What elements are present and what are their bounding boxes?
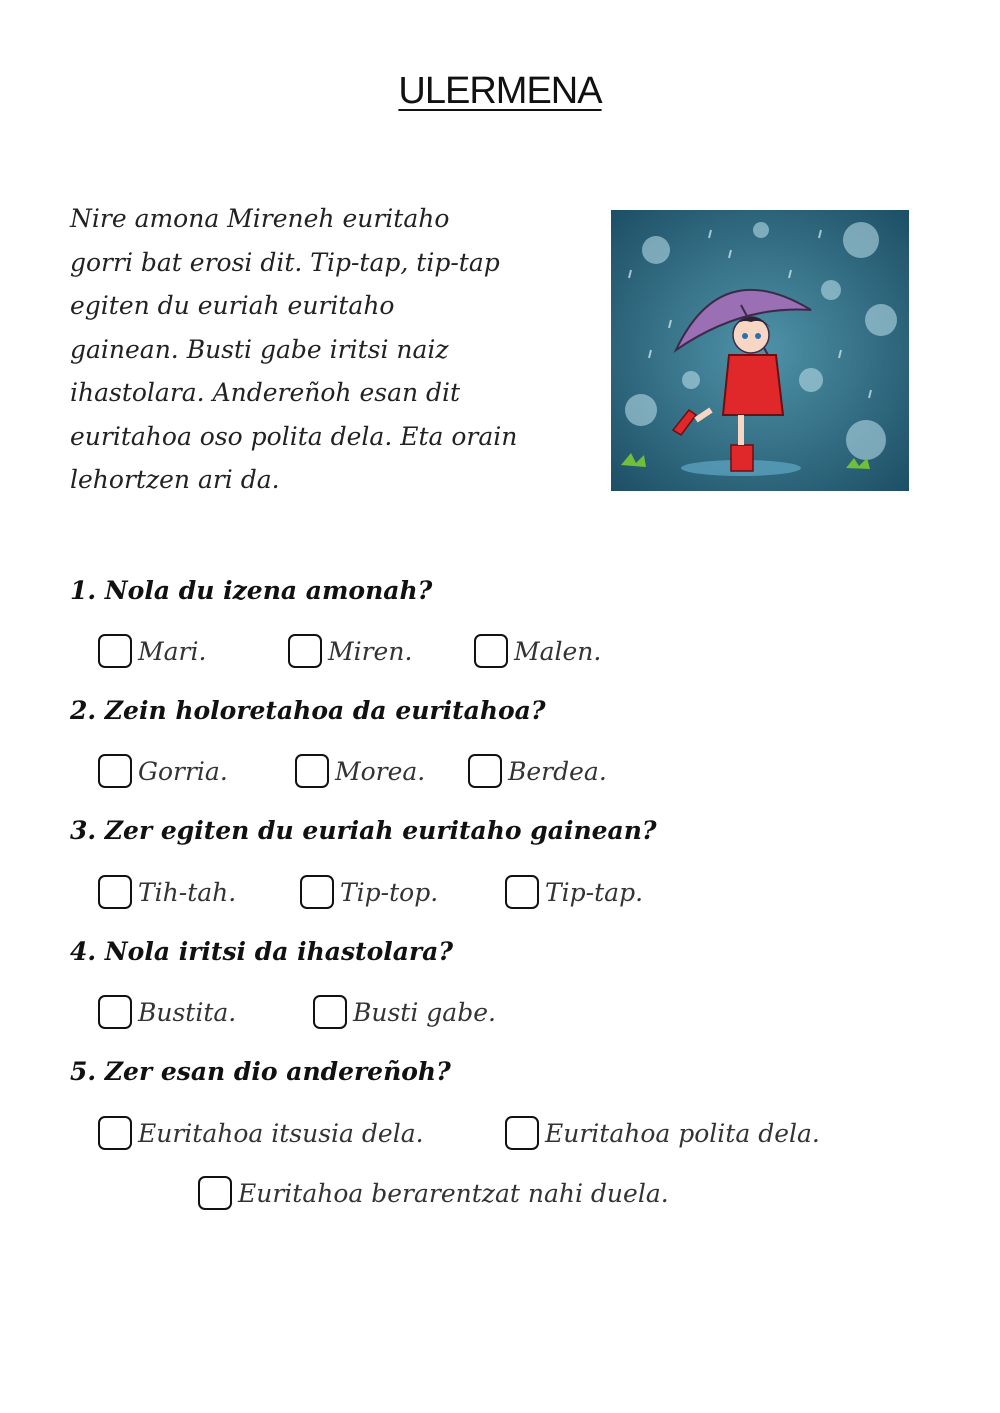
checkbox[interactable]	[505, 1116, 539, 1150]
checkbox[interactable]	[288, 634, 322, 668]
option-label: Malen.	[514, 636, 602, 666]
option-tip-tap[interactable]	[505, 875, 643, 909]
option-label: Tip-tap.	[545, 877, 644, 907]
reading-line: gorri bat erosi dit. Tip-tap, tip-tap	[70, 247, 500, 277]
option-bustita[interactable]	[98, 995, 236, 1029]
question-3: 3. Zer egiten du euriah euritaho gainean?	[70, 816, 657, 845]
checkbox[interactable]	[198, 1176, 232, 1210]
question-1: 1. Nola du izena amonah?	[70, 576, 433, 605]
option-label: Berdea.	[508, 756, 607, 786]
checkbox[interactable]	[505, 875, 539, 909]
option-label: Bustita.	[138, 997, 237, 1027]
option-label: Mari.	[138, 636, 207, 666]
option-mari[interactable]	[98, 634, 206, 668]
checkbox[interactable]	[295, 754, 329, 788]
reading-line: egiten du euriah euritaho	[70, 291, 395, 320]
reading-line: lehortzen ari da.	[70, 465, 280, 494]
option-malen[interactable]	[474, 634, 601, 668]
page-title: ULERMENA	[398, 70, 602, 112]
option-label: Euritahoa polita dela.	[545, 1118, 820, 1148]
checkbox[interactable]	[98, 995, 132, 1029]
reading-line: euritahoa oso polita dela. Eta orain	[70, 421, 518, 451]
option-label: Euritahoa berarentzat nahi duela.	[238, 1178, 669, 1208]
option-label: Tih-tah.	[138, 877, 237, 907]
option-morea[interactable]	[295, 754, 425, 788]
reading-line: ihastolara. Andereñoh esan dit	[70, 378, 461, 407]
question-4: 4. Nola iritsi da ihastolara?	[70, 937, 453, 966]
reading-line: gainean. Busti gabe iritsi naiz	[70, 334, 449, 364]
option-polita[interactable]	[505, 1116, 820, 1150]
option-busti-gabe[interactable]	[313, 995, 496, 1029]
checkbox[interactable]	[98, 754, 132, 788]
option-label: Busti gabe.	[353, 997, 496, 1027]
reading-passage	[70, 197, 595, 502]
option-label: Gorria.	[138, 756, 228, 786]
reading-line: Nire amona Mireneh euritaho	[70, 204, 450, 233]
option-label: Euritahoa itsusia dela.	[138, 1118, 424, 1148]
option-miren[interactable]	[288, 634, 412, 668]
checkbox[interactable]	[313, 995, 347, 1029]
option-label: Miren.	[328, 636, 413, 666]
girl-in-rain-illustration	[611, 210, 909, 491]
option-tip-top[interactable]	[300, 875, 438, 909]
option-berdea[interactable]	[468, 754, 607, 788]
question-5: 5. Zer esan dio andereñoh?	[70, 1057, 451, 1086]
option-berarentzat[interactable]	[198, 1176, 669, 1210]
checkbox[interactable]	[98, 875, 132, 909]
option-gorria[interactable]	[98, 754, 228, 788]
question-2: 2. Zein holoretahoa da euritahoa?	[70, 696, 546, 725]
checkbox[interactable]	[468, 754, 502, 788]
checkbox[interactable]	[98, 634, 132, 668]
option-label: Morea.	[335, 756, 426, 786]
checkbox[interactable]	[98, 1116, 132, 1150]
option-tik-tak[interactable]	[98, 875, 236, 909]
checkbox[interactable]	[300, 875, 334, 909]
checkbox[interactable]	[474, 634, 508, 668]
option-label: Tip-top.	[340, 877, 439, 907]
option-itsusia[interactable]	[98, 1116, 424, 1150]
